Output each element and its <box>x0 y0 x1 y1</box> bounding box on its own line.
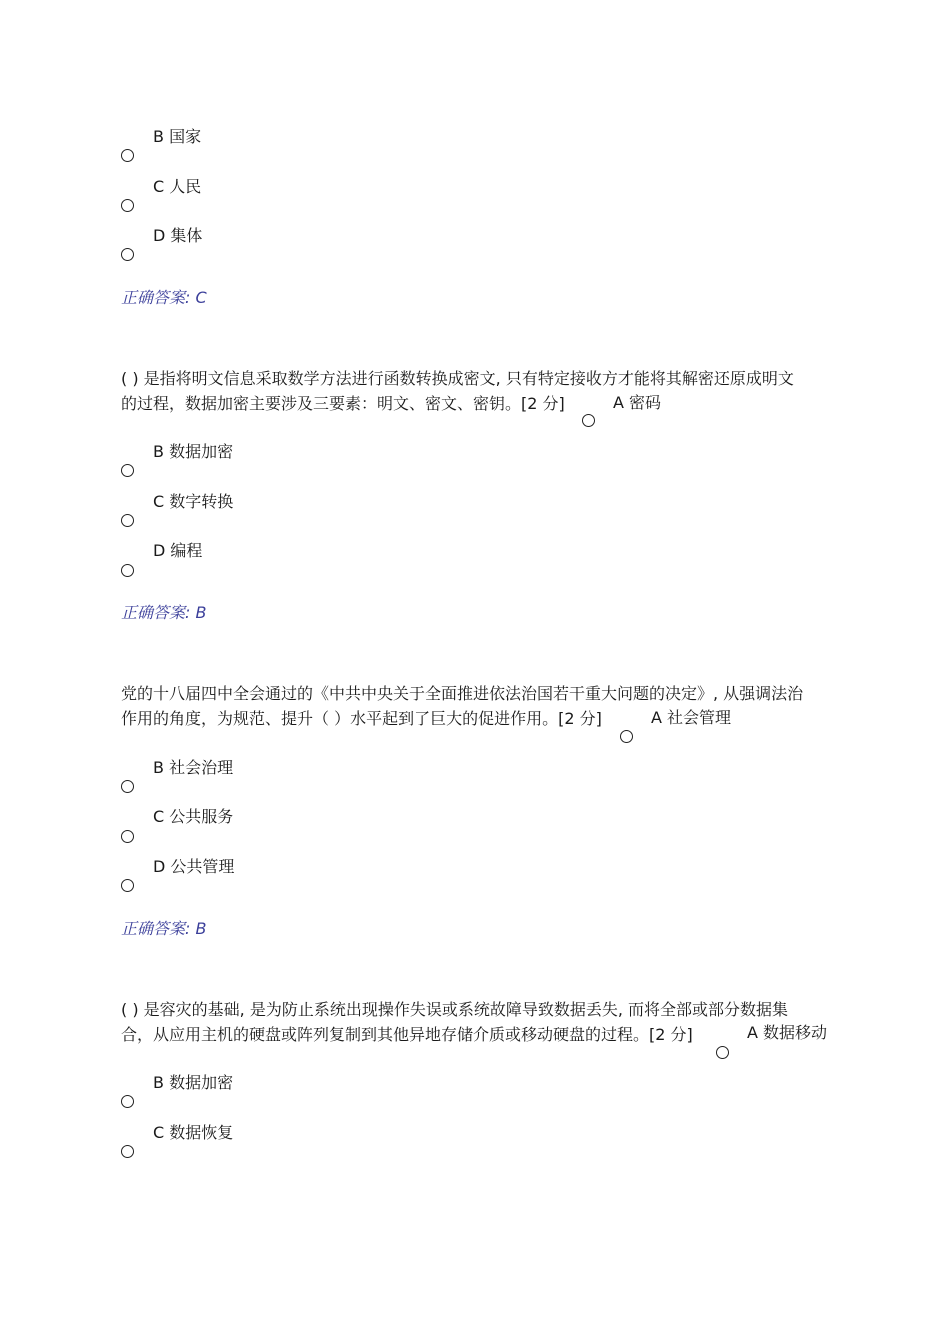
option-label-c: C 数字转换 <box>153 492 234 511</box>
radio-option-c[interactable] <box>121 199 134 212</box>
radio-option-b[interactable] <box>121 149 134 162</box>
radio-option-c[interactable] <box>121 830 134 843</box>
radio-option-c[interactable] <box>121 1145 134 1158</box>
option-label-c: C 数据恢复 <box>153 1123 234 1142</box>
radio-option-b[interactable] <box>121 1095 134 1108</box>
radio-option-a[interactable] <box>582 414 595 427</box>
radio-option-d[interactable] <box>121 248 134 261</box>
radio-option-b[interactable] <box>121 464 134 477</box>
option-label-d: D 公共管理 <box>153 857 235 876</box>
question-line: ( ) 是指将明文信息采取数学方法进行函数转换成密文, 只有特定接收方才能将其解密还原成明文 <box>121 369 794 388</box>
option-label-d: D 集体 <box>153 226 203 245</box>
radio-option-d[interactable] <box>121 879 134 892</box>
question-text <box>121 366 831 416</box>
radio-option-c[interactable] <box>121 514 134 527</box>
option-label-c: C 公共服务 <box>153 807 234 826</box>
option-label-c: C 人民 <box>153 177 202 196</box>
radio-option-a[interactable] <box>620 730 633 743</box>
radio-option-b[interactable] <box>121 780 134 793</box>
option-label-a: A 密码 <box>613 393 662 412</box>
radio-option-a[interactable] <box>716 1046 729 1059</box>
question-line: 的过程，数据加密主要涉及三要素：明文、密文、密钥。[2 分] <box>121 394 565 413</box>
option-label-a: A 社会管理 <box>651 708 732 727</box>
option-label-a: A 数据移动 <box>747 1023 828 1042</box>
question-line: ( ) 是容灾的基础, 是为防止系统出现操作失误或系统故障导致数据丢失, 而将全部或部分数据集 <box>121 1000 789 1019</box>
option-label-b: B 数据加密 <box>153 1073 234 1092</box>
correct-answer: 正确答案: B <box>121 919 207 938</box>
radio-option-d[interactable] <box>121 564 134 577</box>
option-label-d: D 编程 <box>153 541 203 560</box>
correct-answer: 正确答案: B <box>121 603 207 622</box>
question-text <box>121 997 831 1047</box>
option-label-b: B 社会治理 <box>153 758 234 777</box>
option-label-b: B 数据加密 <box>153 442 234 461</box>
option-label-b: B 国家 <box>153 127 202 146</box>
correct-answer: 正确答案: C <box>121 288 207 307</box>
question-line: 合，从应用主机的硬盘或阵列复制到其他异地存储介质或移动硬盘的过程。[2 分] <box>121 1025 693 1044</box>
question-line: 党的十八届四中全会通过的《中共中央关于全面推进依法治国若干重大问题的决定》, 从强调法治 <box>121 684 804 703</box>
question-line: 作用的角度，为规范、提升（ ）水平起到了巨大的促进作用。[2 分] <box>121 709 602 728</box>
